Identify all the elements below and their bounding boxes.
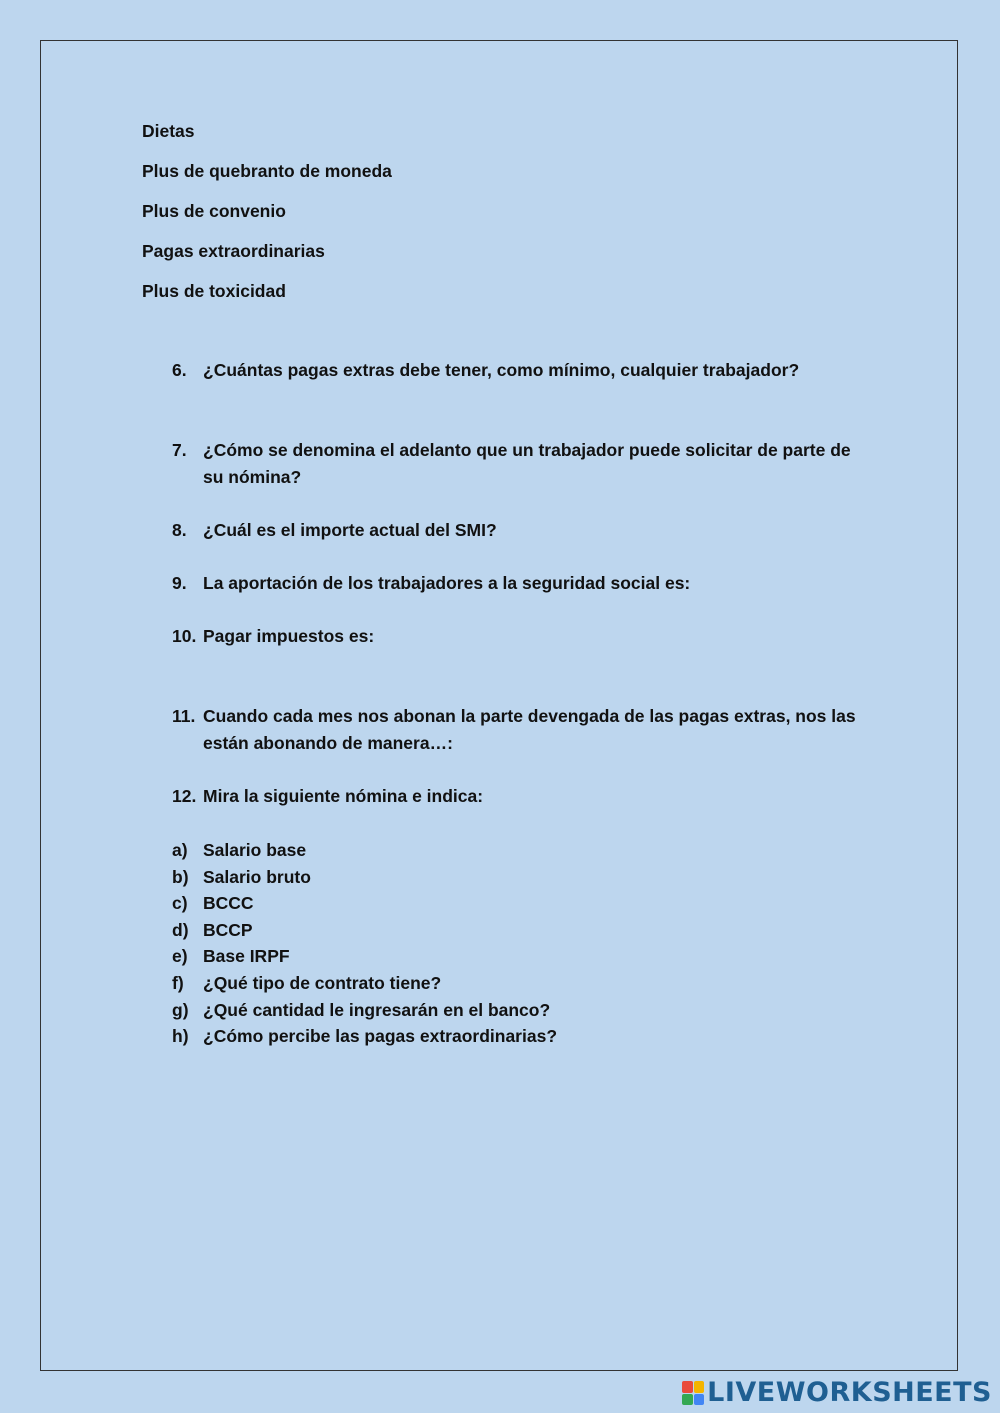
question-text: ¿Cuántas pagas extras debe tener, como mínimo, cualquier trabajador? <box>203 360 800 380</box>
question-text: Pagar impuestos es: <box>203 626 375 646</box>
question-number: 9. <box>172 573 187 593</box>
term-plus-quebranto-moneda: Plus de quebranto de moneda <box>142 161 392 181</box>
question-number: 8. <box>172 520 187 540</box>
sub-item-letter: c) <box>172 893 188 914</box>
term-plus-convenio: Plus de convenio <box>142 201 286 221</box>
sub-item-text: Salario bruto <box>203 866 311 887</box>
question-number: 12. <box>172 786 197 806</box>
question-number: 10. <box>172 626 197 646</box>
question-text: Mira la siguiente nómina e indica: <box>203 786 484 806</box>
sub-item-letter: f) <box>172 972 184 993</box>
question-8 <box>172 517 872 544</box>
liveworksheets-watermark <box>682 1377 992 1409</box>
sub-item-text: ¿Cómo percibe las pagas extraordinarias? <box>203 1026 558 1047</box>
term-dietas: Dietas <box>142 121 195 141</box>
sub-item-text: ¿Qué cantidad le ingresarán en el banco? <box>203 999 551 1020</box>
question-text: La aportación de los trabajadores a la seguridad social es: <box>203 573 691 593</box>
sub-item-letter: g) <box>172 999 189 1020</box>
question-12 <box>172 783 872 810</box>
question-text: Cuando cada mes nos abonan la parte devengada de las pagas extras, nos las están abonando de manera…: <box>203 706 856 753</box>
sub-item-letter: e) <box>172 946 188 967</box>
question-number: 11. <box>172 706 196 726</box>
sub-item-text: ¿Qué tipo de contrato tiene? <box>203 972 442 993</box>
sub-item-text: BCCC <box>203 893 254 914</box>
question-11 <box>172 703 872 757</box>
question-text: ¿Cómo se denomina el adelanto que un trabajador puede solicitar de parte de su nómina? <box>203 440 851 487</box>
sub-item-letter: h) <box>172 1026 189 1047</box>
term-pagas-extraordinarias: Pagas extraordinarias <box>142 241 325 261</box>
question-number: 6. <box>172 360 187 380</box>
question-10 <box>172 623 872 650</box>
liveworksheets-logo-icon <box>682 1381 704 1405</box>
question-9 <box>172 570 872 597</box>
question-7 <box>172 437 872 491</box>
watermark-text: LIVEWORKSHEETS <box>707 1377 992 1408</box>
sub-item-text: BCCP <box>203 919 253 940</box>
term-plus-toxicidad: Plus de toxicidad <box>142 281 286 301</box>
sub-item-letter: b) <box>172 866 189 887</box>
sub-item-letter: a) <box>172 840 188 860</box>
question-6 <box>172 357 872 384</box>
question-text: ¿Cuál es el importe actual del SMI? <box>203 520 497 540</box>
sub-item-text: Salario base <box>203 840 307 860</box>
question-number: 7. <box>172 440 187 460</box>
sub-item-letter: d) <box>172 919 189 940</box>
sub-item-text: Base IRPF <box>203 946 290 967</box>
